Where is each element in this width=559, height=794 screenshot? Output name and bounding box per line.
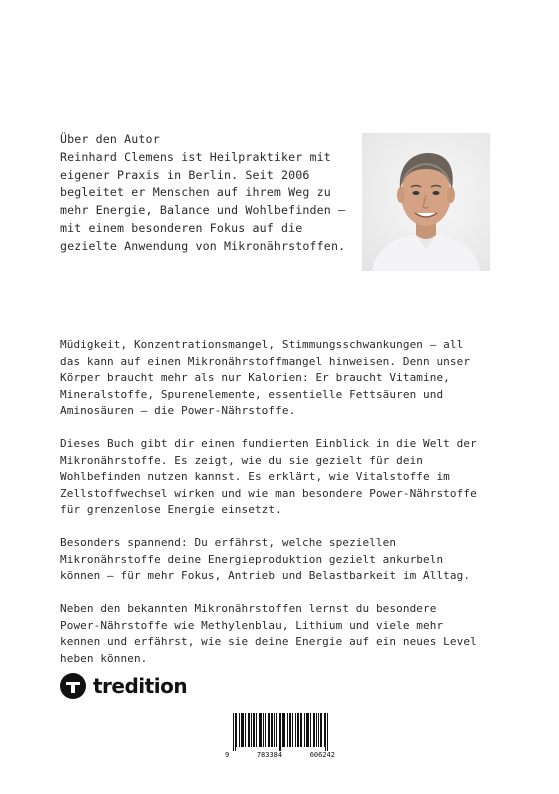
barcode-digits	[225, 751, 335, 759]
barcode-bar	[236, 713, 237, 747]
barcode-bar	[290, 713, 291, 747]
blurb-paragraph-4: Neben den bekannten Mikronährstoffen lernst du besondere Power-Nährstoffe wie Methylenblau, Lithium und viele mehr kennen und erfährst, wie sie deine Energie auf ein neues Level heben können.	[60, 602, 477, 665]
barcode-bar	[261, 713, 262, 747]
barcode-bar	[274, 713, 275, 747]
barcode-bar	[304, 713, 305, 747]
barcode-bar	[308, 713, 309, 747]
barcode-bar	[265, 713, 266, 747]
barcode-bar	[263, 713, 264, 747]
barcode-bar	[300, 713, 301, 747]
barcode-bar	[280, 713, 281, 751]
barcode-bar	[284, 713, 285, 747]
barcode-bar	[297, 713, 298, 747]
barcode-bar	[233, 713, 234, 751]
blurb-paragraph-2: Dieses Buch gibt dir einen fundierten Einblick in die Welt der Mikronährstoffe. Es zeigt, wie du sie gezielt für dein Wohlbefinden nutzen kannst. Es erklärt, wie Vitalstoffe im Zellstoffwechsel wirken und wie man besondere Power-Nährstoffe für grenzenlose Energie einsetzt.	[60, 437, 477, 516]
barcode-bar	[269, 713, 270, 747]
author-portrait-image	[362, 133, 490, 271]
author-photo	[362, 133, 490, 271]
barcode-bar	[327, 713, 328, 751]
barcode-bar	[256, 713, 257, 747]
barcode-bar	[325, 713, 326, 751]
barcode-bar	[279, 713, 280, 751]
barcode-bar	[276, 713, 277, 747]
barcode-bar	[242, 713, 243, 747]
barcode-bar	[287, 713, 288, 747]
barcode-bar	[307, 713, 308, 747]
barcode-bar	[245, 713, 246, 747]
barcode-bar	[282, 713, 283, 747]
barcode-bar	[271, 713, 272, 747]
barcode-digit-prefix: 9	[225, 751, 230, 759]
barcode-bar	[289, 713, 290, 747]
barcode-bar	[248, 713, 249, 747]
blurb-paragraph-3: Besonders spannend: Du erfährst, welche speziellen Mikronährstoffe deine Energieproduktion gezielt ankurbeln können – für mehr Fokus, Antrieb und Belastbarkeit im Alltag.	[60, 536, 471, 582]
barcode-digit-group-1: 783384	[256, 751, 283, 759]
barcode-bar	[314, 713, 315, 747]
barcode-bar	[306, 713, 307, 747]
barcode-bar	[239, 713, 240, 747]
barcode-bar	[249, 713, 250, 747]
tredition-logo-icon	[60, 673, 86, 699]
barcode-bar	[320, 713, 321, 747]
barcode-bar	[251, 713, 252, 747]
author-section	[60, 131, 350, 256]
isbn-barcode	[225, 711, 335, 763]
publisher-logo	[60, 672, 187, 700]
author-heading: Über den Autor	[60, 132, 160, 146]
blurb-section	[60, 337, 480, 684]
barcode-bar	[316, 713, 317, 747]
barcode-bar	[235, 713, 236, 751]
barcode-bar	[268, 713, 269, 747]
barcode-bar	[310, 713, 311, 747]
author-bio: Reinhard Clemens ist Heilpraktiker mit eigener Praxis in Berlin. Seit 2006 begleitet er Menschen auf ihrem Weg zu mehr Energie, Balance und Wohlbefinden – mit einem besonderen Fokus auf die gezielte Anwendung von Mikronährstoffen.	[60, 149, 346, 253]
barcode-bar	[272, 713, 273, 747]
barcode-bar	[298, 713, 299, 747]
barcode-bar	[295, 713, 296, 747]
blurb-paragraph-1: Müdigkeit, Konzentrationsmangel, Stimmungsschwankungen – all das kann auf einen Mikronährstoffmangel hinweisen. Denn unser Körper braucht mehr als nur Kalorien: Er braucht Vitamine, Mineralstoffe, Spurenelemente, essentielle Fettsäuren und Aminosäuren – die Power-Nährstoffe.	[60, 338, 471, 417]
publisher-name: tredition	[93, 674, 188, 698]
barcode-bar	[292, 713, 293, 747]
barcode-bar	[260, 713, 261, 747]
barcode-bar	[253, 713, 254, 747]
barcode-bar	[324, 713, 325, 747]
barcode-bar	[313, 713, 314, 747]
barcode-bar	[241, 713, 242, 747]
barcode-bar	[283, 713, 284, 747]
barcode-bar	[321, 713, 322, 747]
barcode-bar	[259, 713, 260, 747]
barcode-bar	[254, 713, 255, 747]
barcode-bar	[318, 713, 319, 747]
barcode-bars	[225, 711, 335, 751]
barcode-digit-group-2: 606242	[309, 751, 335, 759]
barcode-bar	[243, 713, 244, 747]
barcode-bar	[301, 713, 302, 747]
